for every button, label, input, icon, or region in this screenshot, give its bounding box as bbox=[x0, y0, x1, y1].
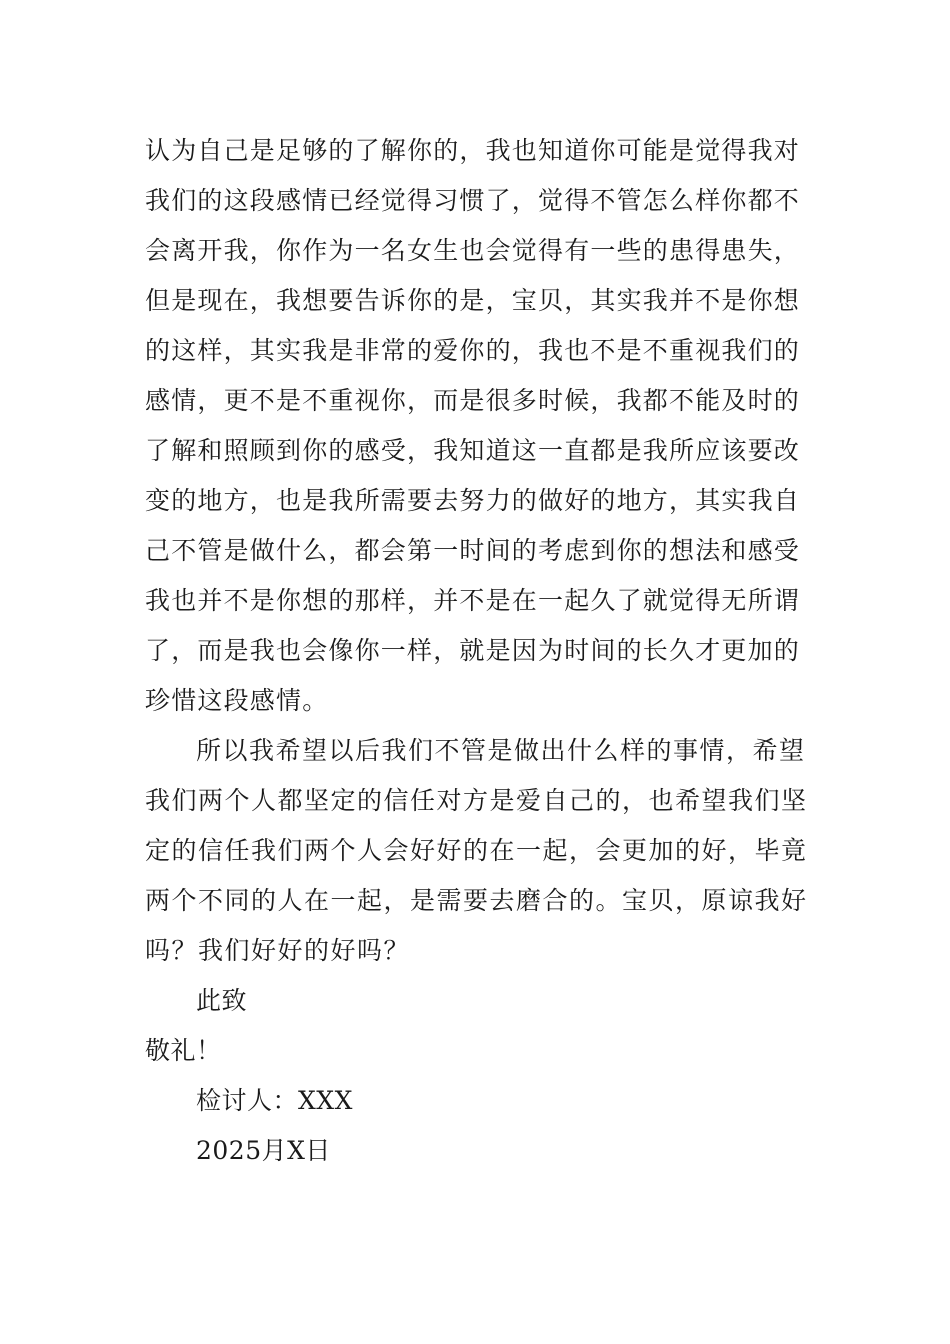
paragraph-1 bbox=[145, 126, 810, 726]
text-line: 了解和照顾到你的感受，我知道这一直都是我所应该要改 bbox=[145, 436, 801, 465]
respect-line: 敬礼！ bbox=[145, 1036, 222, 1065]
signature: 检讨人：XXX bbox=[196, 1086, 353, 1115]
letter-closing bbox=[145, 976, 810, 1176]
text-line: 认为自己是足够的了解你的，我也知道你可能是觉得我对 bbox=[145, 136, 801, 165]
text-line: 定的信任我们两个人会好好的在一起，会更加的好，毕竟 bbox=[145, 836, 808, 865]
text-line: 的这样，其实我是非常的爱你的，我也不是不重视我们的 bbox=[145, 336, 801, 365]
letter-body bbox=[145, 126, 810, 1176]
text-line: 吗？我们好好的好吗？ bbox=[145, 936, 411, 965]
date: 2025月X日 bbox=[196, 1136, 331, 1165]
text-line: 两个不同的人在一起，是需要去磨合的。宝贝，原谅我好 bbox=[145, 886, 808, 915]
text-line: 己不管是做什么，都会第一时间的考虑到你的想法和感受 bbox=[145, 536, 801, 565]
text-line: 感情，更不是不重视你，而是很多时候，我都不能及时的 bbox=[145, 386, 801, 415]
paragraph-2 bbox=[145, 726, 810, 976]
salutation: 此致 bbox=[196, 986, 248, 1015]
text-line: 了，而是我也会像你一样，就是因为时间的长久才更加的 bbox=[145, 636, 801, 665]
text-line: 变的地方，也是我所需要去努力的做好的地方，其实我自 bbox=[145, 486, 801, 515]
text-line: 但是现在，我想要告诉你的是，宝贝，其实我并不是你想 bbox=[145, 286, 801, 315]
text-line: 我也并不是你想的那样，并不是在一起久了就觉得无所谓 bbox=[145, 586, 801, 615]
text-line: 珍惜这段感情。 bbox=[145, 686, 329, 715]
text-line: 我们两个人都坚定的信任对方是爱自己的，也希望我们坚 bbox=[145, 786, 808, 815]
text-line: 我们的这段感情已经觉得习惯了，觉得不管怎么样你都不 bbox=[145, 186, 801, 215]
text-line: 会离开我，你作为一名女生也会觉得有一些的患得患失， bbox=[145, 236, 801, 265]
text-line: 所以我希望以后我们不管是做出什么样的事情，希望 bbox=[196, 736, 806, 765]
